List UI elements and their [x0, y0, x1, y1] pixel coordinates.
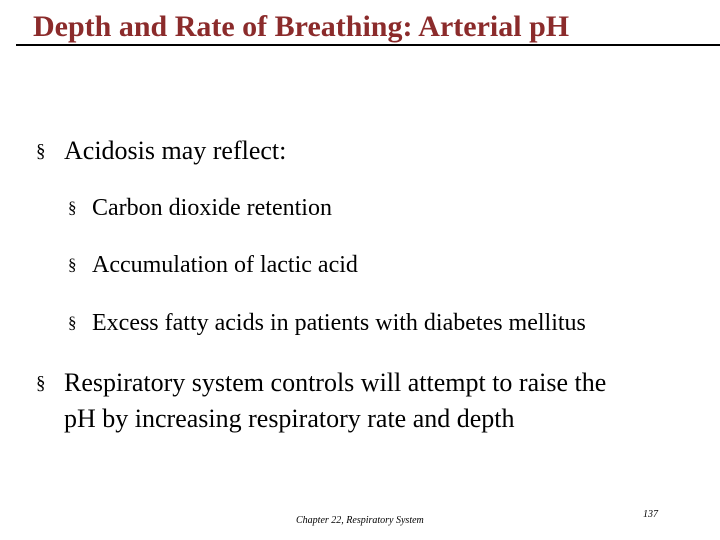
bullet-marker-icon: § — [36, 373, 46, 394]
footer-chapter-label: Chapter 22, Respiratory System — [296, 515, 424, 526]
slide-title: Depth and Rate of Breathing: Arterial pH — [33, 10, 570, 43]
bullet-marker-icon: § — [68, 313, 77, 332]
bullet-marker-icon: § — [36, 141, 46, 162]
bullet-marker-icon: § — [68, 198, 77, 217]
page-number: 137 — [643, 509, 658, 520]
bullet-marker-icon: § — [68, 255, 77, 274]
title-underline — [16, 44, 720, 46]
bullet-text: Acidosis may reflect: — [64, 136, 287, 165]
sub-bullet-text: Accumulation of lactic acid — [92, 252, 358, 278]
bullet-text-line-1: Respiratory system controls will attempt to raise the — [64, 368, 607, 397]
sub-bullet-text: Excess fatty acids in patients with diabetes mellitus — [92, 310, 586, 336]
sub-bullet-text: Carbon dioxide retention — [92, 195, 332, 221]
bullet-text-line-2: pH by increasing respiratory rate and depth — [64, 404, 515, 433]
